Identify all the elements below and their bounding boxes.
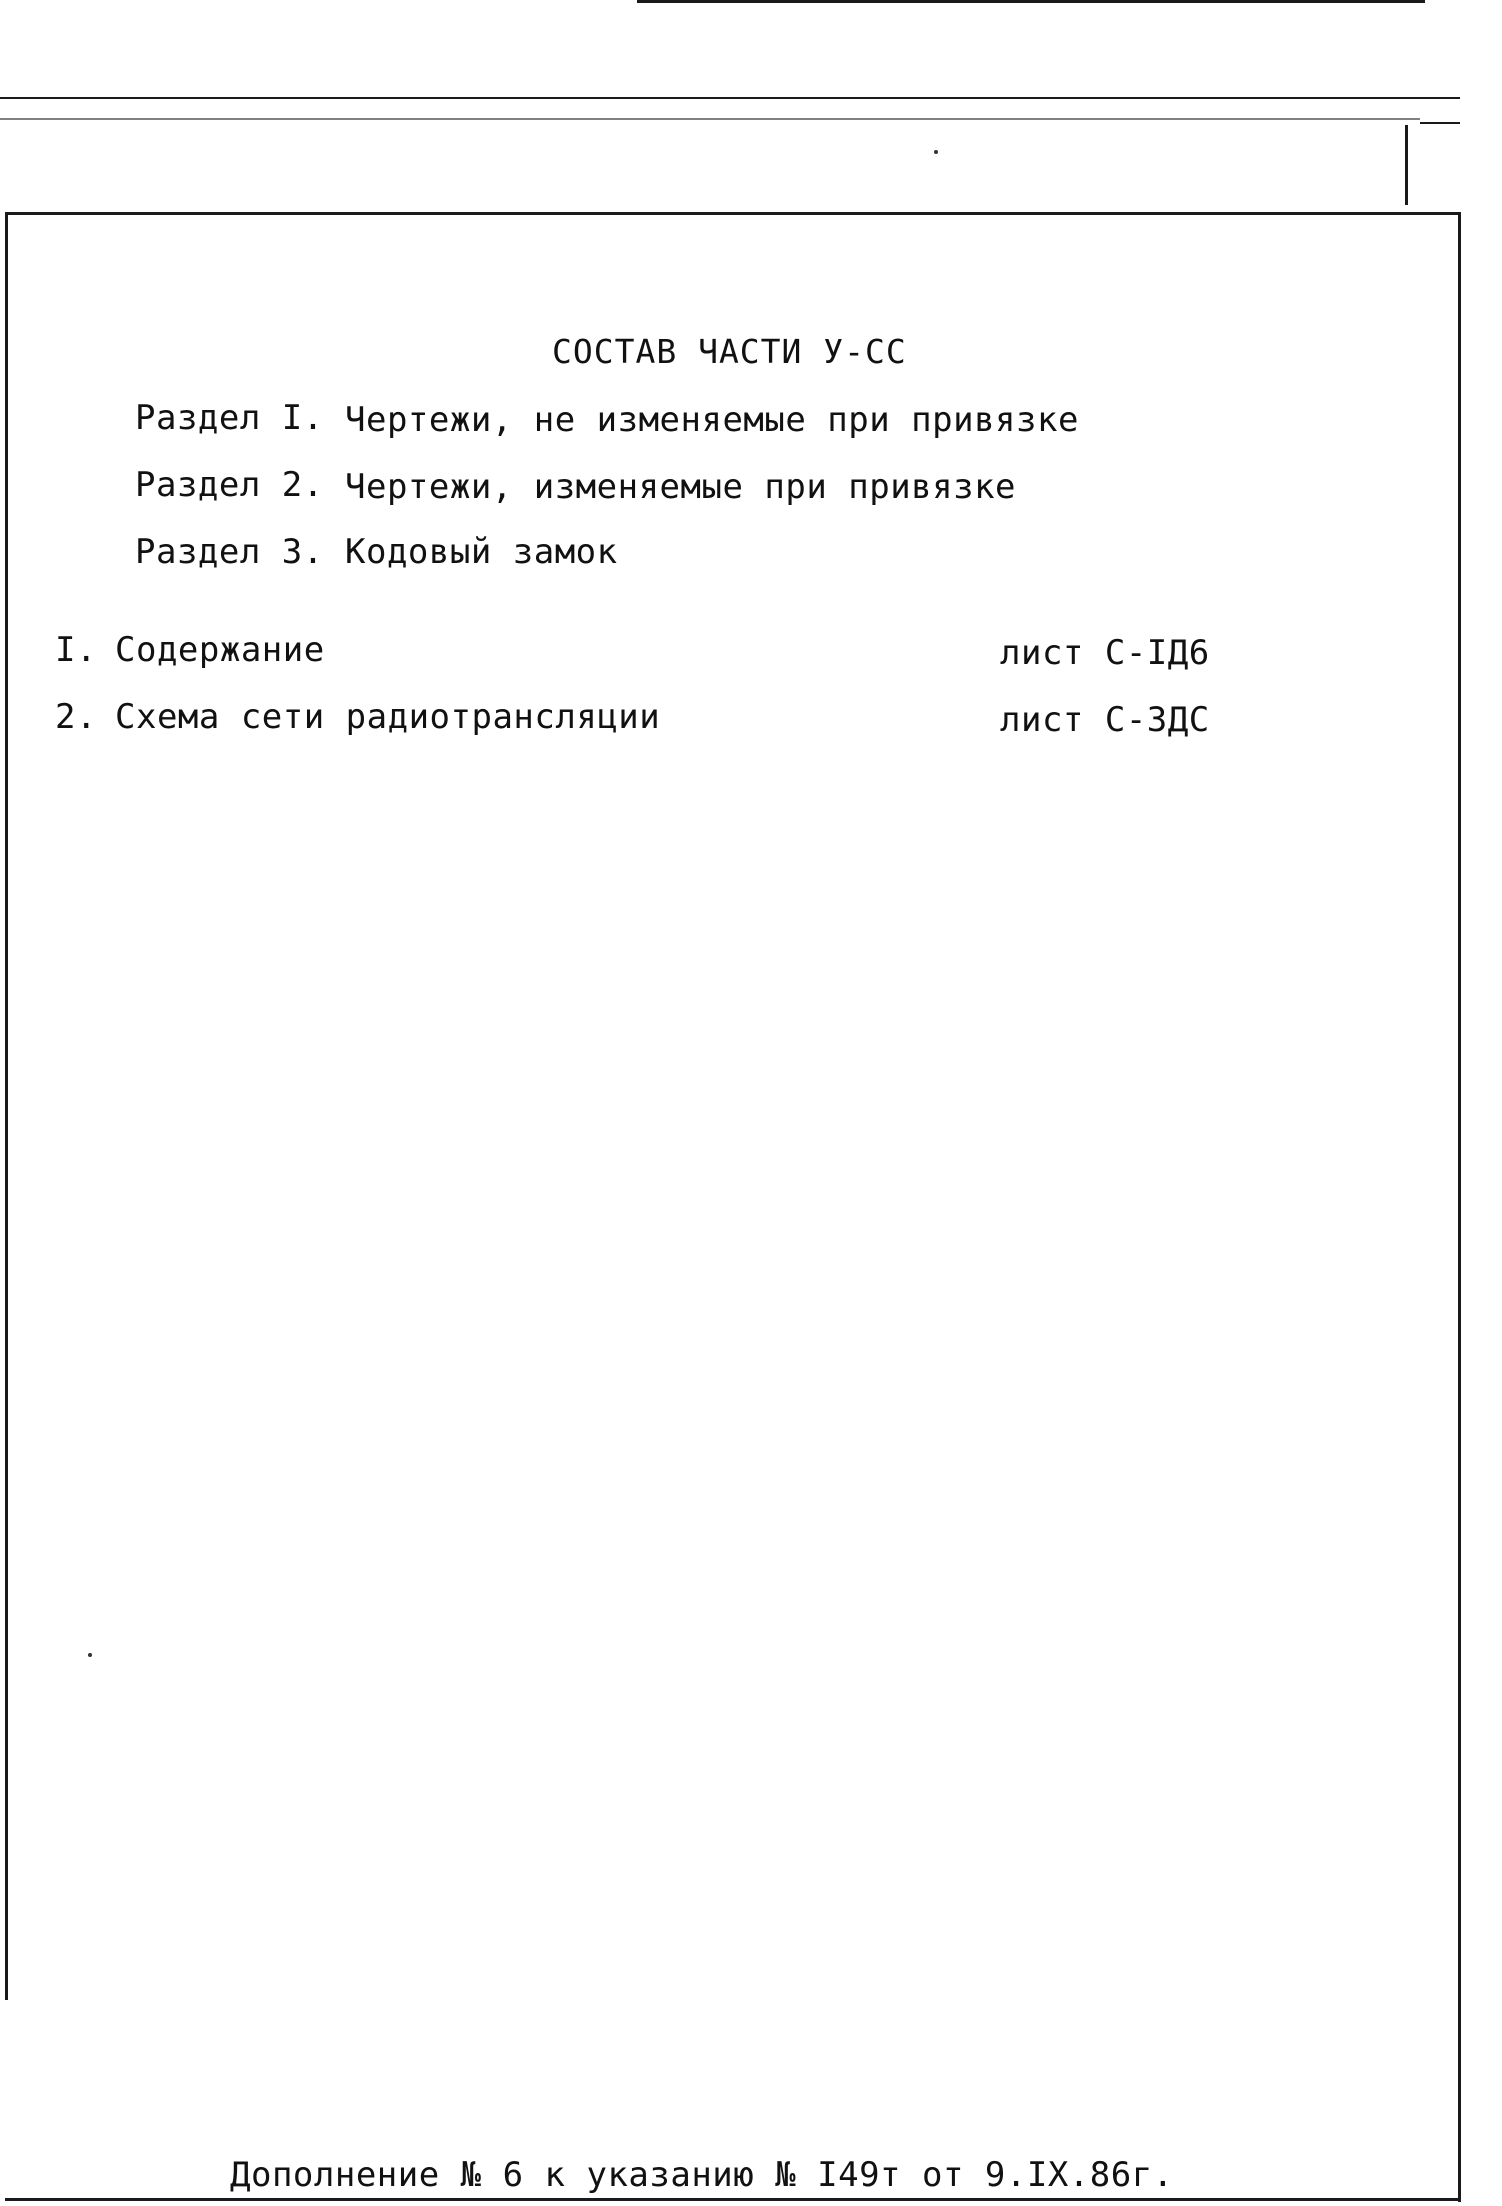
section-3-label: Раздел 3.: [135, 532, 324, 572]
contents-1-text: Содержание: [115, 630, 325, 670]
frame-right: [1458, 212, 1461, 2202]
contents-1-sheet: лист С-IД6: [1000, 633, 1210, 673]
contents-2-num: 2.: [55, 697, 97, 737]
section-3-text: Кодовый замок: [345, 532, 618, 572]
scan-speck-2: [88, 1653, 92, 1657]
document-title: СОСТАВ ЧАСТИ У-СС: [552, 332, 907, 371]
header-rule-1: [0, 97, 1460, 99]
frame-bottom: [5, 2198, 1460, 2201]
scan-speck: [934, 150, 938, 154]
frame-top: [5, 212, 1460, 215]
frame-left: [5, 212, 8, 2000]
section-2-label: Раздел 2.: [135, 465, 324, 505]
contents-2-text: Схема сети радиотрансляции: [115, 697, 661, 737]
header-top-line: [637, 0, 1425, 3]
header-rule-2: [0, 118, 1420, 120]
section-2-text: Чертежи, изменяемые при привязке: [345, 467, 1017, 507]
section-1-text: Чертежи, не изменяемые при привязке: [345, 400, 1079, 440]
footer-note: Дополнение № 6 к указанию № I49т от 9.IX.86г.: [230, 2155, 1174, 2195]
contents-2-sheet: лист С-3ДС: [1000, 700, 1210, 740]
contents-1-num: I.: [55, 630, 97, 670]
section-1-label: Раздел I.: [135, 398, 324, 438]
header-right-short: [1420, 122, 1460, 124]
header-right-tick: [1405, 125, 1408, 205]
